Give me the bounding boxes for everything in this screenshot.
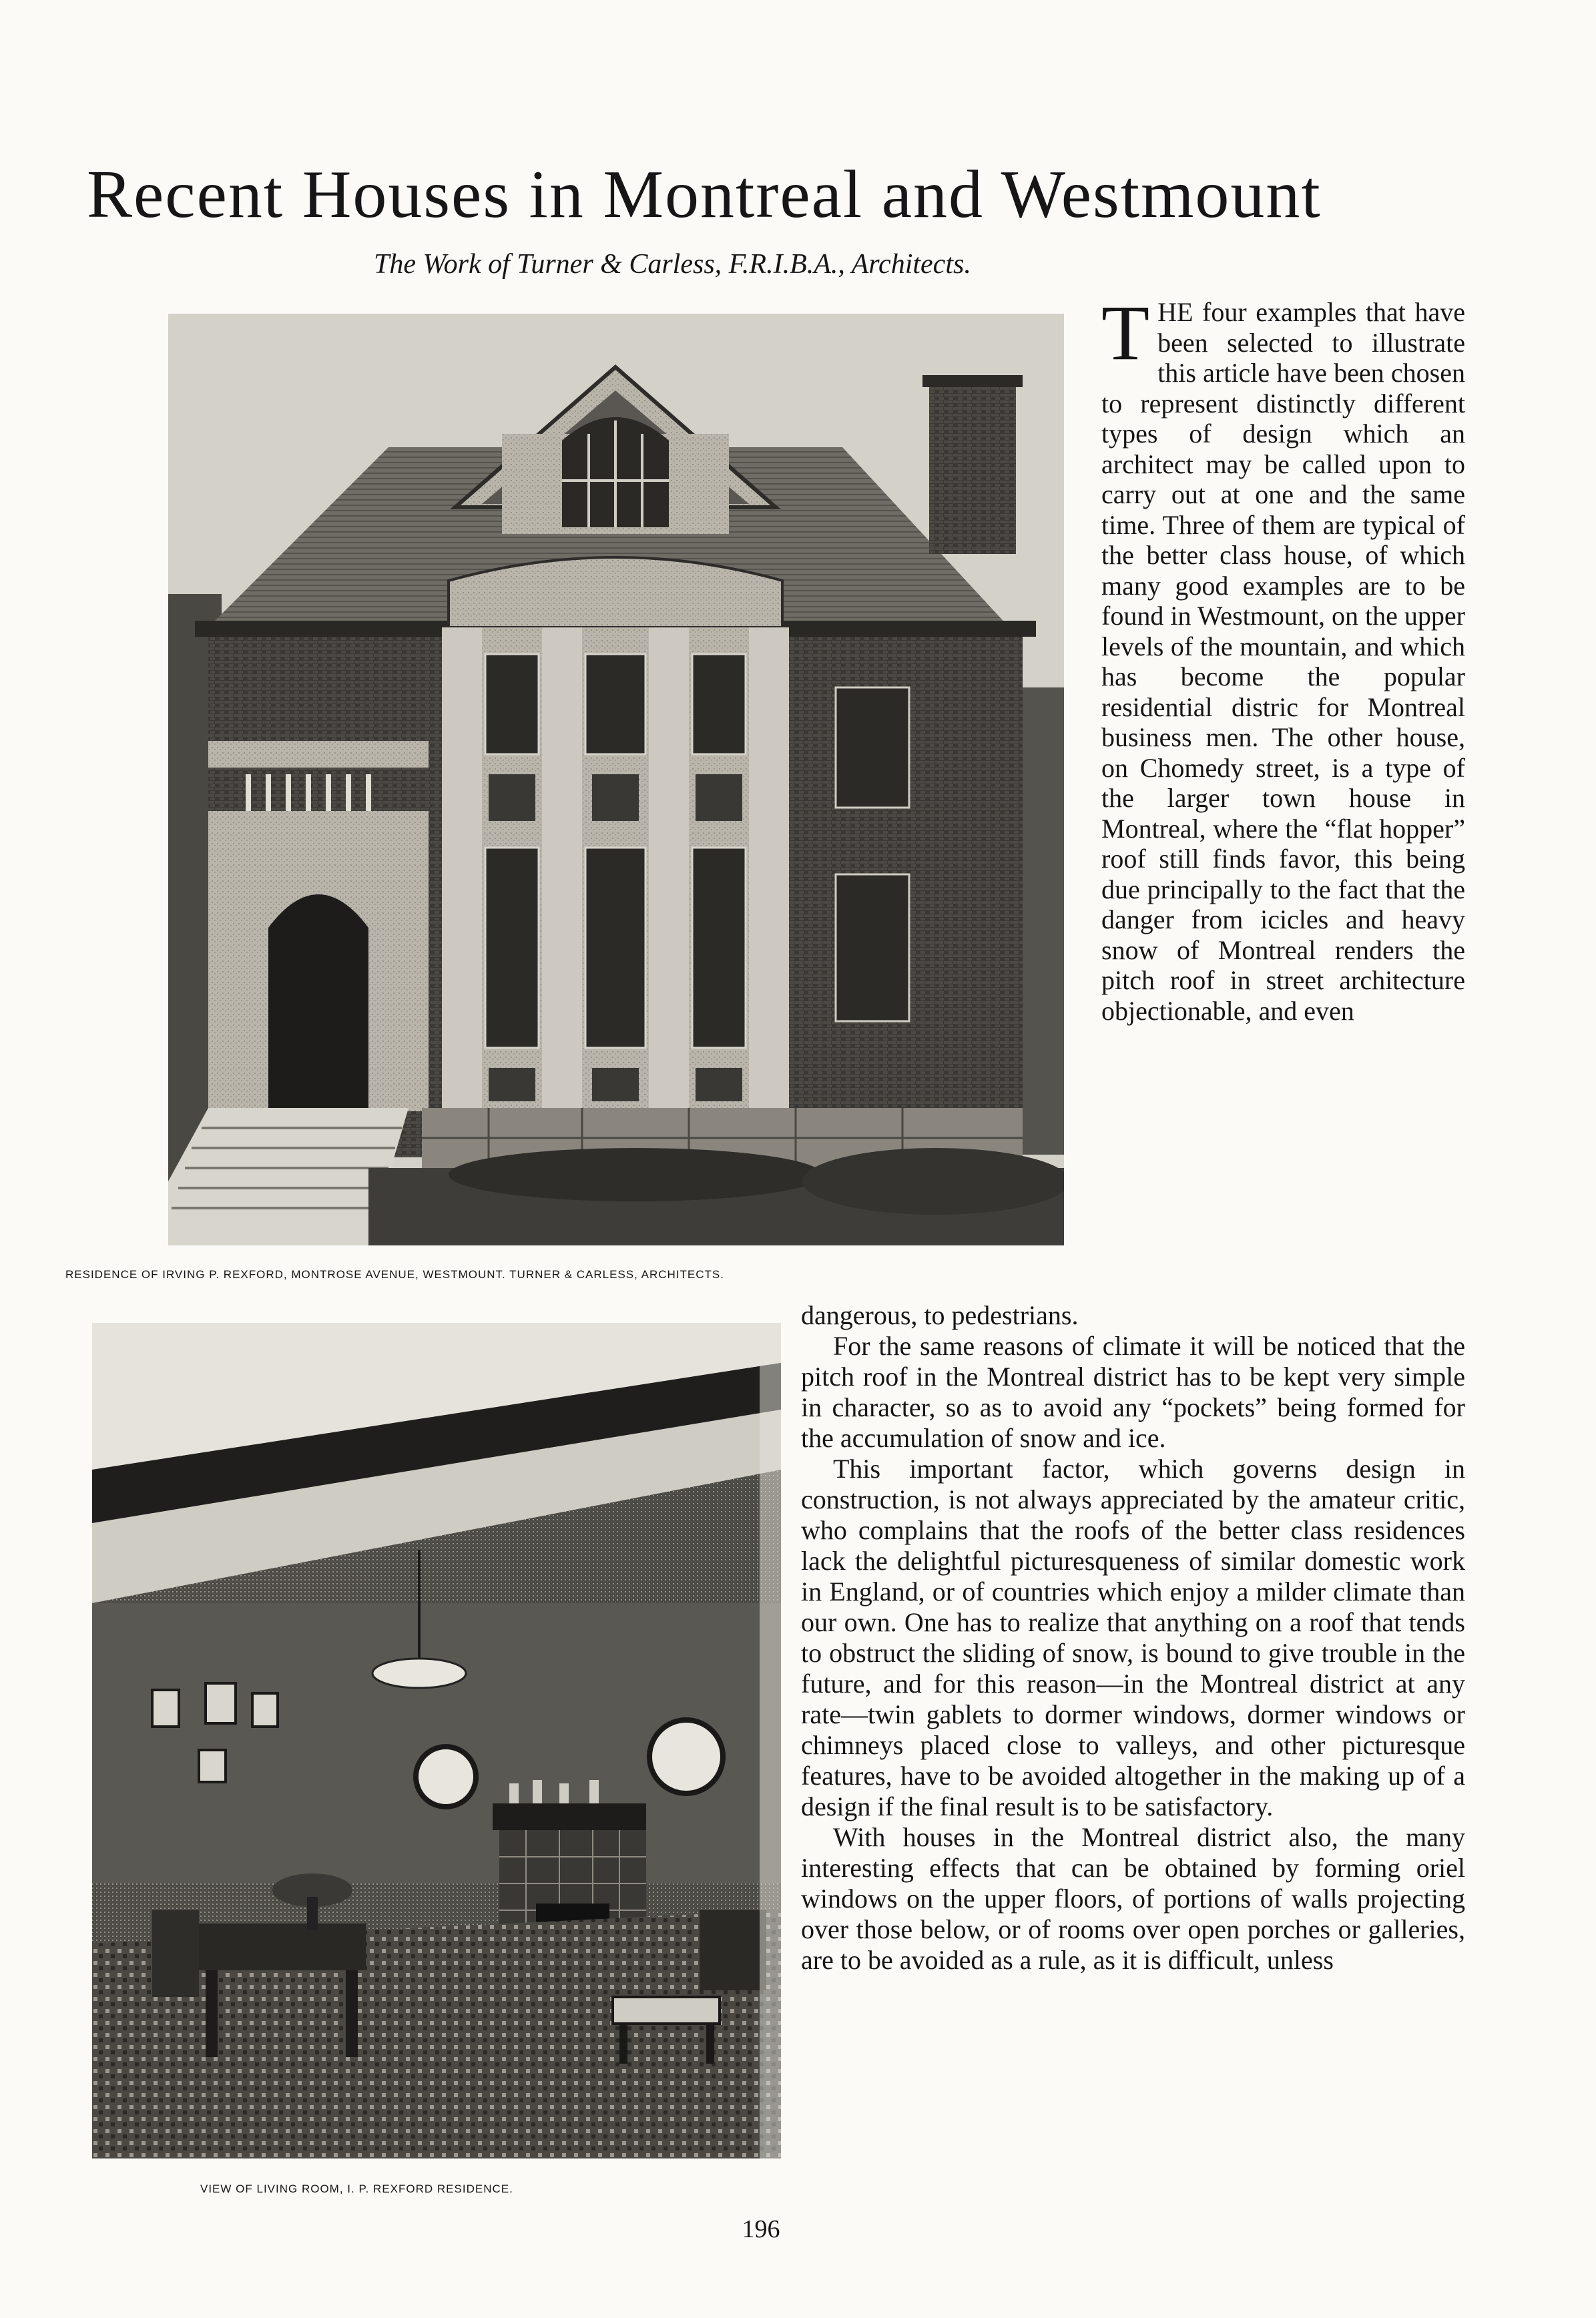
- article-title: Recent Houses in Montreal and Westmount: [87, 157, 1322, 232]
- article-paragraph-3: This important factor, which governs design in construction, is not always appreciated by the amateur critic, who complains that the roofs of the better class residences lack the delightful picturesqueness of similar domestic work in England, or of countries which enjoy a milder climate than our own. One has to realize that anything on a roof that tends to obstruct the sliding of snow, is bound to give trouble in the future, and for this reason—in the Montreal district at any rate—twin gablets to dormer windows, dormer windows or chimneys placed close to valleys, and other picturesque features, have to be avoided altogether in the making up of a design if the final result is to be satisfactory.: [801, 1454, 1465, 1821]
- house-exterior-photo: [168, 314, 1064, 1245]
- exterior-caption: RESIDENCE OF IRVING P. REXFORD, MONTROSE AVENUE, WESTMOUNT. TURNER & CARLESS, ARCHITECTS.: [65, 1268, 724, 1281]
- article-paragraph-4: With houses in the Montreal district also, the many interesting effects that can be obtained by forming oriel windows on the upper floors, of portions of walls projecting over those below, or of rooms over open porches or galleries, are to be avoided as a rule, as it is difficult, unless: [801, 1822, 1465, 1975]
- paragraph-1-continuation: dangerous, to pedestrians.: [801, 1300, 1079, 1330]
- article-subtitle: The Work of Turner & Carless, F.R.I.B.A., Architects.: [374, 249, 971, 280]
- living-room-photo: [92, 1323, 781, 2158]
- article-paragraph-2: For the same reasons of climate it will be noticed that the pitch roof in the Montreal district has to be kept very simple in character, so as to avoid any “pockets” being formed for the accumulation of snow and ice.: [801, 1331, 1465, 1453]
- article-paragraph-1: [1101, 289, 1465, 1026]
- house-exterior-illustration: [168, 314, 1064, 1245]
- living-room-illustration: [92, 1323, 781, 2158]
- drop-cap: T: [1101, 289, 1150, 376]
- page-number: 196: [742, 2215, 780, 2243]
- article-body-column: [801, 1300, 1465, 1976]
- interior-caption: VIEW OF LIVING ROOM, I. P. REXFORD RESIDENCE.: [200, 2183, 513, 2195]
- paragraph-1-text: HE four examples that have been selected to illustrate this article have been chosen to represent distinctly different types of design which an architect may be called upon to carry out at one and the same time. Three of them are typical of the better class house, of which many good examples are to be found in Westmount, on the upper levels of the mountain, and which has become the popular residential distric for Montreal business men. The other house, on Chomedy street, is a type of the larger town house in Montreal, where the “flat hopper” roof still finds favor, this being due principally to the fact that the danger from icicles and heavy snow of Montreal renders the pitch roof in street architecture objectionable, and even: [1101, 297, 1465, 1026]
